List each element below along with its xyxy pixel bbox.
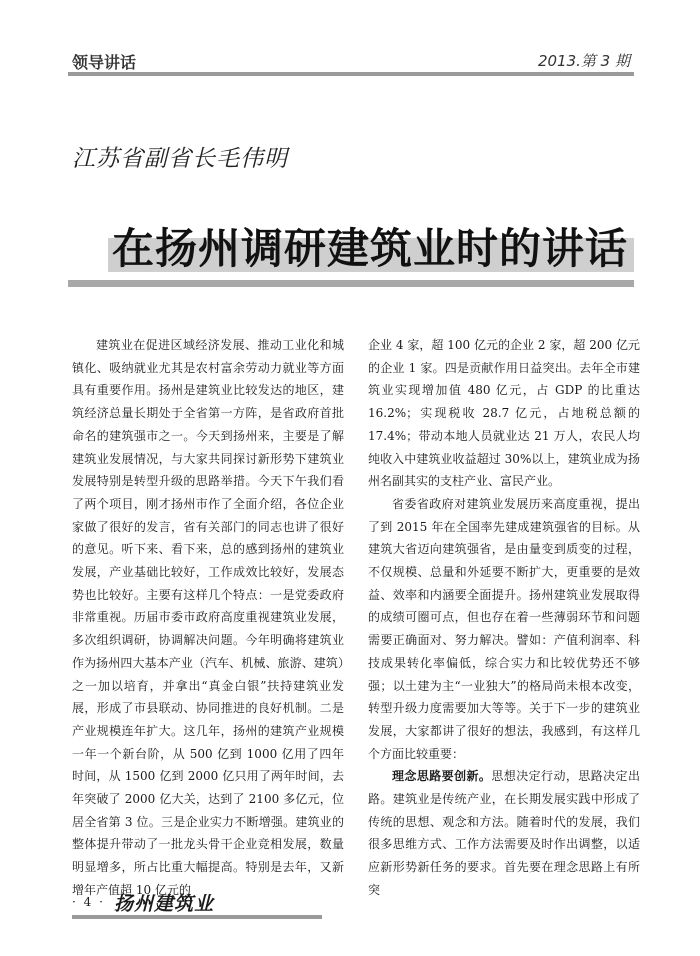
speaker-subtitle: 江苏省副省长毛伟明 bbox=[72, 146, 288, 172]
running-footer bbox=[72, 893, 322, 919]
article-title: 在扬州调研建筑业时的讲话 bbox=[112, 224, 629, 273]
page-number: · 4 · bbox=[72, 895, 105, 909]
right-column bbox=[368, 334, 640, 897]
article-body bbox=[72, 334, 640, 897]
running-header bbox=[68, 50, 634, 76]
body-paragraph: 省委省政府对建筑业发展历来高度重视，提出了到 2015 年在全国率先建成建筑强省的目标。从建筑大省迈向建筑强省，是由量变到质变的过程，不仅规模、总量和外延要不断扩大，更重要的是效益、效率和内涵要全面提升。扬州建筑业发展取得的成绩可圈可点，但也存在着一些薄弱环节和问题需要正确面对、努力解决。譬如：产值利润率、科技成果转化率偏低，综合实力和比较优势还不够强；以土建为主“一业独大”的格局尚未根本改变，转型升级力度需要加大等等。关于下一步的建筑业发展，大家都讲了很好的想法，我感到，有这样几个方面比较重要： bbox=[368, 496, 640, 761]
magazine-logo: 扬州建筑业 bbox=[114, 893, 215, 915]
title-underline bbox=[68, 280, 634, 287]
body-paragraph bbox=[368, 765, 640, 901]
left-column bbox=[72, 334, 344, 897]
section-label: 领导讲话 bbox=[72, 53, 137, 72]
paragraph-lead: 理念思路要创新。 bbox=[392, 769, 492, 784]
paragraph-text: 思想决定行动，思路决定出路。建筑业是传统产业，在长期发展实践中形成了传统的思想、观念和方法。随着时代的发展，我们很多思维方式、工作方法需要及时作出调整，以适应新形势新任务的要求。首先要在理念思路上有所突 bbox=[368, 769, 640, 897]
body-paragraph: 企业 4 家，超 100 亿元的企业 2 家，超 200 亿元的企业 1 家。四是贡献作用日益突出。去年全市建筑业实现增加值 480 亿元，占 GDP 的比重达 16.2%；实现税收 28.7 亿元，占地税总额的 17.4%；带动本地人员就业达 21 万人，农民人均纯收入中建筑业收益超过 30%以上，建筑业成为扬州名副其实的支柱产业、富民产业。 bbox=[368, 338, 640, 489]
issue-label: 2013.第 3 期 bbox=[537, 52, 630, 70]
body-paragraph: 建筑业在促进区域经济发展、推动工业化和城镇化、吸纳就业尤其是农村富余劳动力就业等方面具有重要作用。扬州是建筑业比较发达的地区，建筑经济总量长期处于全省第一方阵，是省政府首批命名的建筑强市之一。今天到扬州来，主要是了解建筑业发展情况，与大家共同探讨新形势下建筑业发展特别是转型升级的思路举措。今天下午我们看了两个项目，刚才扬州市作了全面介绍，各位企业家做了很好的发言，省有关部门的同志也讲了很好的意见。听下来、看下来，总的感到扬州的建筑业发展，产业基础比较好，工作成效比较好，发展态势也比较好。主要有这样几个特点：一是党委政府非常重视。历届市委市政府高度重视建筑业发展，多次组织调研，协调解决问题。今年明确将建筑业作为扬州四大基本产业（汽车、机械、旅游、建筑）之一加以培育，并拿出“真金白银”扶持建筑业发展，形成了市县联动、协同推进的良好机制。二是产业规模连年扩大。这几年，扬州的建筑产业规模一年一个新台阶，从 500 亿到 1000 亿用了四年时间，从 1500 亿到 2000 亿只用了两年时间，去年突破了 2000 亿大关，达到了 2100 多亿元，位居全省第 3 位。三是企业实力不断增强。建筑业的整体提升带动了一批龙头骨干企业竞相发展，数量明显增多，所占比重大幅提高。特别是去年，又新增年产值超 10 亿元的 bbox=[72, 338, 344, 897]
title-block bbox=[68, 212, 634, 292]
